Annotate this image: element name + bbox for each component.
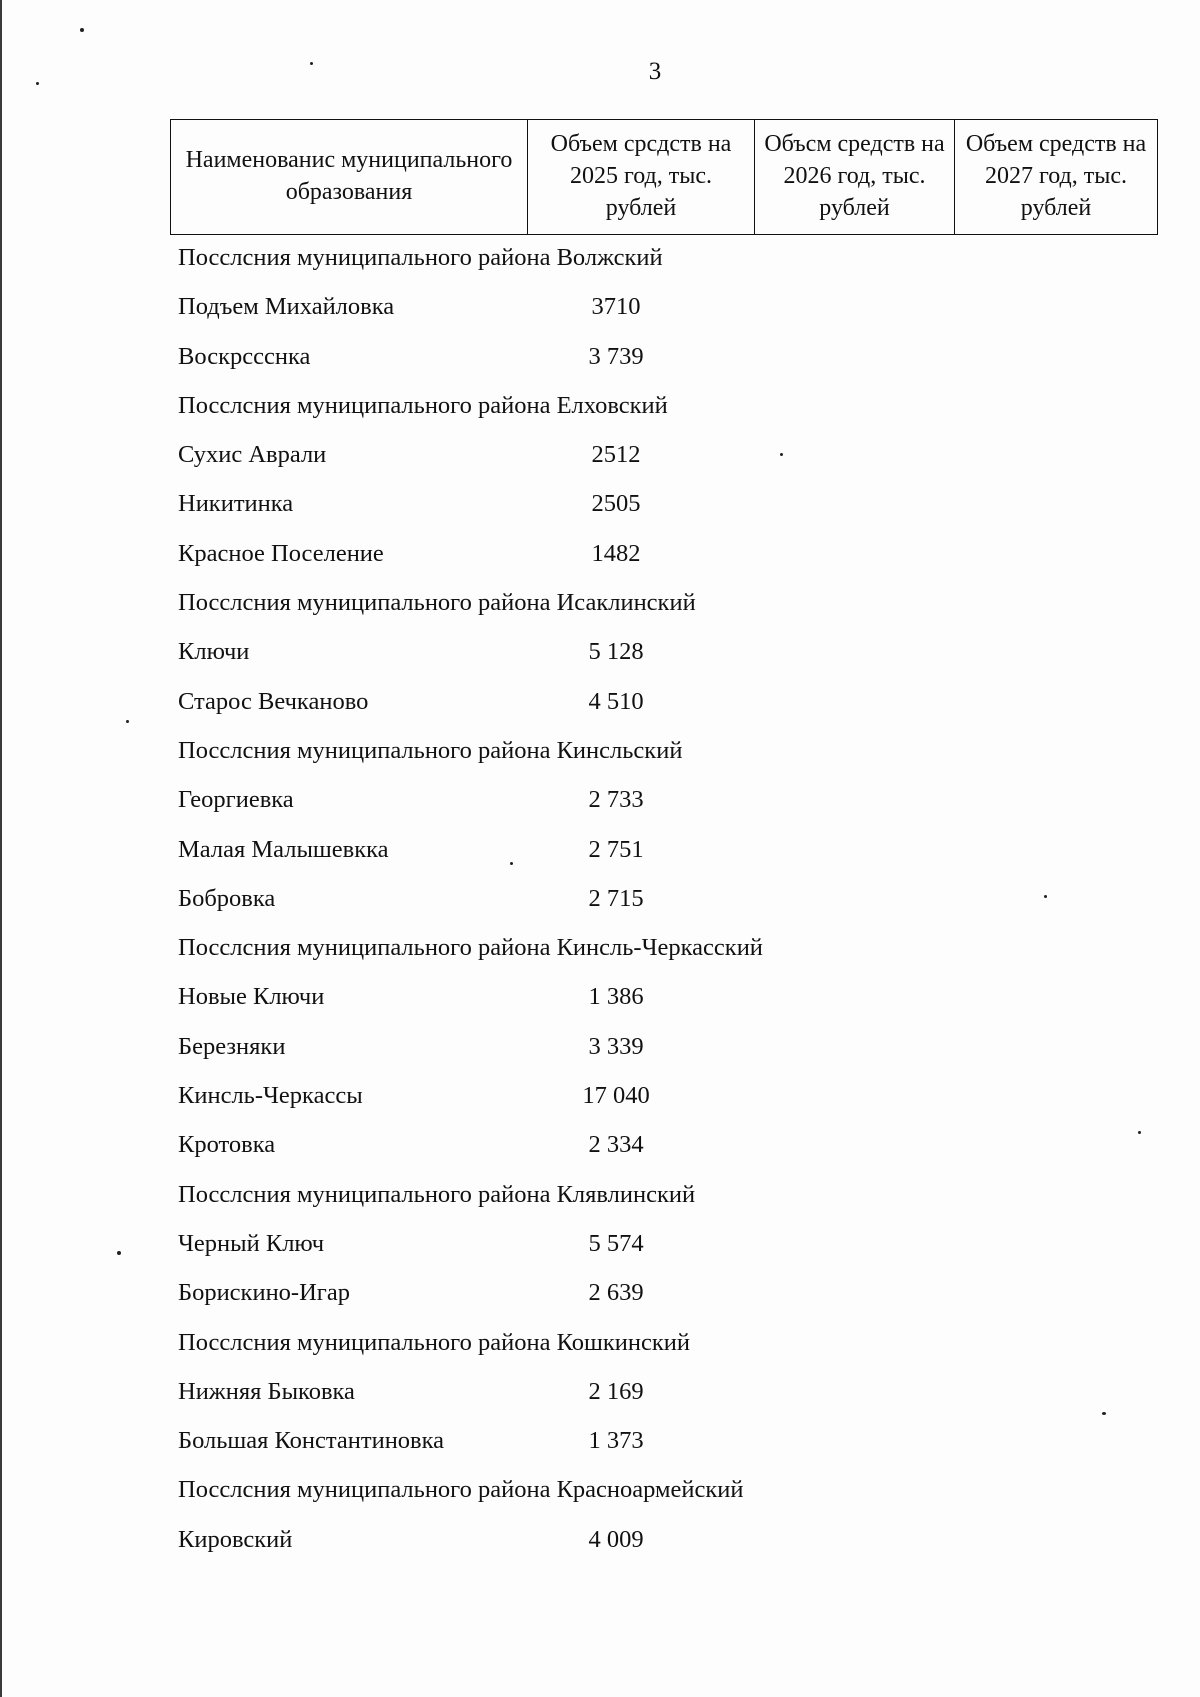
settlement-name: Кинсль-Черкассы (178, 1082, 363, 1110)
scan-speck (126, 720, 129, 723)
page-number: 3 (648, 58, 662, 85)
scan-speck (1138, 1131, 1141, 1134)
settlement-name: Малая Малышевкка (178, 835, 389, 863)
amount-2025: 2 334 (588, 1131, 644, 1159)
district-heading: Посслсния муниципального района Волжский (178, 244, 663, 271)
amount-2025: 3 739 (588, 342, 644, 370)
amount-2025: 3710 (591, 293, 641, 321)
amount-2025: 5 128 (588, 638, 644, 666)
settlement-name: Никитинка (178, 490, 294, 518)
settlement-row (178, 1224, 1158, 1273)
settlement-name: Бобровка (178, 884, 276, 912)
settlement-name: Воскрссснка (178, 342, 311, 370)
settlement-name: Георгиевка (178, 786, 294, 814)
scan-speck (310, 62, 313, 65)
settlement-name: Борискино-Игар (178, 1279, 350, 1307)
settlement-row (178, 1421, 1158, 1470)
scan-speck (1044, 895, 1047, 898)
district-heading: Посслсния муниципального района Кошкинский (178, 1328, 690, 1356)
scan-speck (36, 82, 39, 85)
amount-2025: 17 040 (582, 1082, 650, 1110)
settlement-row (178, 830, 1158, 879)
header-amount-2025: Объем срсдств на 2025 год, тыс. рублей (528, 120, 755, 235)
settlement-name: Подъем Михайловка (178, 293, 395, 321)
settlement-name: Нижняя Быковка (178, 1377, 355, 1405)
district-heading-row (178, 386, 1158, 435)
settlement-row (178, 1273, 1158, 1322)
settlement-list (178, 238, 1158, 1569)
district-heading-row (178, 238, 1158, 287)
amount-2025: 1 386 (588, 983, 644, 1011)
header-municipality: Наименованис муниципального образования (171, 120, 528, 235)
amount-2025: 1482 (591, 539, 641, 567)
district-heading: Посслсния муниципального района Клявлинский (178, 1180, 696, 1208)
settlement-name: Черный Ключ (178, 1229, 325, 1257)
amount-2025: 5 574 (588, 1229, 644, 1257)
settlement-name: Сухис Аврали (178, 441, 327, 469)
settlement-row (178, 534, 1158, 583)
amount-2025: 2505 (591, 490, 641, 518)
scan-speck (510, 862, 513, 865)
settlement-row (178, 1027, 1158, 1076)
settlement-row (178, 879, 1158, 928)
settlement-row (178, 435, 1158, 484)
scan-speck (117, 1251, 121, 1255)
scan-speck (780, 453, 783, 456)
table-header-row (171, 120, 1158, 235)
district-heading: Посслсния муниципального района Кинсльский (178, 736, 683, 764)
district-heading: Посслсния муниципального района Елховский (178, 391, 668, 419)
settlement-row (178, 287, 1158, 336)
amount-2025: 2 715 (588, 884, 644, 912)
settlement-row (178, 484, 1158, 533)
settlement-row (178, 1520, 1158, 1569)
amount-2025: 2 169 (588, 1377, 644, 1405)
district-heading-row (178, 731, 1158, 780)
amount-2025: 2 639 (588, 1279, 644, 1307)
amount-2025: 2 751 (588, 835, 644, 863)
district-heading-row (178, 583, 1158, 632)
amount-2025: 4 009 (588, 1525, 644, 1553)
settlement-row (178, 1125, 1158, 1174)
funding-table-header (170, 119, 1158, 235)
settlement-row (178, 977, 1158, 1026)
scan-speck (1102, 1412, 1106, 1415)
district-heading-row (178, 1175, 1158, 1224)
settlement-row (178, 1372, 1158, 1421)
settlement-row (178, 632, 1158, 681)
amount-2025: 2512 (591, 441, 641, 469)
district-heading-row (178, 1323, 1158, 1372)
settlement-name: Ключи (178, 638, 250, 666)
district-heading: Посслсния муниципального района Исаклинский (178, 589, 696, 617)
settlement-row (178, 337, 1158, 386)
district-heading-row (178, 1470, 1158, 1519)
settlement-name: Березняки (178, 1032, 286, 1060)
settlement-name: Большая Константиновка (178, 1427, 445, 1455)
settlement-row (178, 682, 1158, 731)
amount-2025: 3 339 (588, 1032, 644, 1060)
settlement-row (178, 780, 1158, 829)
settlement-name: Кротовка (178, 1131, 276, 1159)
header-amount-2026: Объсм средств на 2026 год, тыс. рублей (755, 120, 955, 235)
district-heading: Посслсния муниципального района Красноармейский (178, 1476, 744, 1504)
header-amount-2027: Объем средств на 2027 год, тыс. рублей (955, 120, 1158, 235)
amount-2025: 4 510 (588, 687, 644, 715)
page-edge-line (0, 0, 2, 1697)
amount-2025: 2 733 (588, 786, 644, 814)
settlement-name: Красное Поселение (178, 539, 384, 567)
district-heading: Посслсния муниципального района Кинсль-Черкасский (178, 934, 763, 962)
settlement-row (178, 1076, 1158, 1125)
settlement-name: Кировский (178, 1525, 293, 1553)
amount-2025: 1 373 (588, 1427, 644, 1455)
district-heading-row (178, 928, 1158, 977)
settlement-name: Старос Вечканово (178, 687, 369, 715)
settlement-name: Новые Ключи (178, 983, 325, 1011)
scan-speck (80, 28, 84, 32)
